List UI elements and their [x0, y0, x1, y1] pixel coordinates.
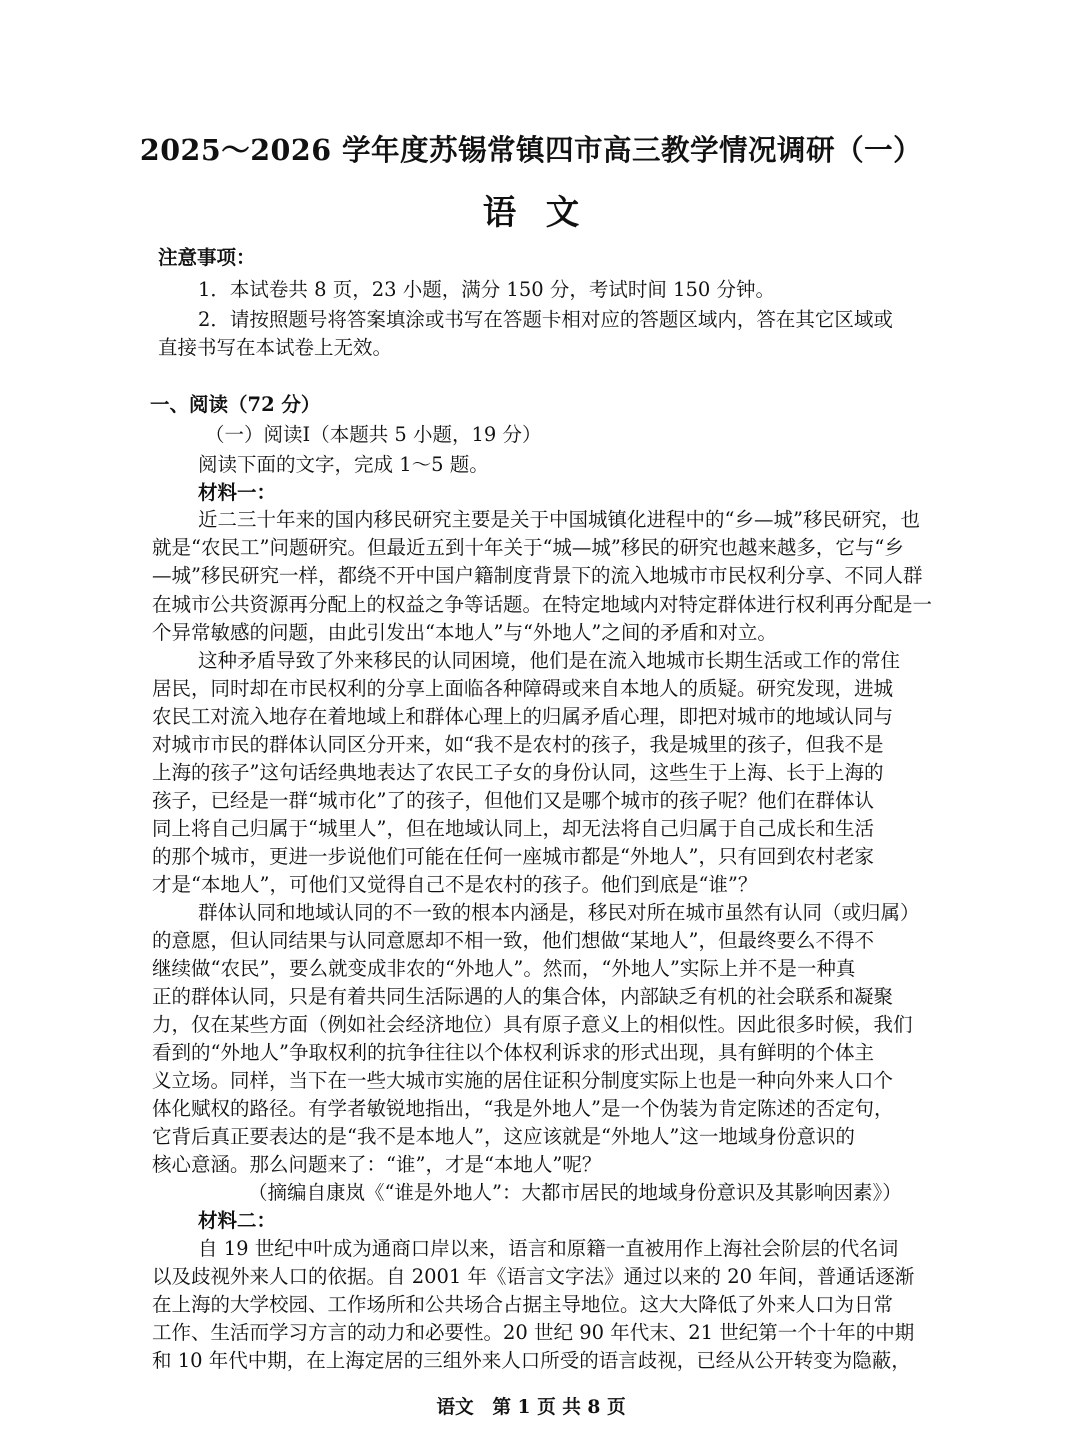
page-footer: 语文 第 1 页 共 8 页 [436, 1396, 626, 1418]
material-2-line: 在上海的大学校园、工作场所和公共场合占据主导地位。这大大降低了外来人口为日常 [152, 1293, 894, 1316]
subject-title: 语文 [482, 193, 609, 233]
material-2-label: 材料二： [198, 1209, 277, 1232]
material-1-line: 就是“农民工”问题研究。但最近五到十年关于“城—城”移民的研究也越来越多，它与“乡 [152, 536, 904, 559]
material-1-line: 的意愿，但认同结果与认同意愿却不相一致，他们想做“某地人”，但最终要么不得不 [152, 929, 874, 952]
material-2-line: 和 10 年代中期，在上海定居的三组外来人口所受的语言歧视，已经从公开转变为隐蔽， [152, 1349, 911, 1372]
notice-heading: 注意事项： [158, 246, 256, 269]
material-1-line: 同上将自己归属于“城里人”，但在地域认同上，却无法将自己归属于自己成长和生活 [152, 817, 874, 840]
material-1-line: 正的群体认同，只是有着共同生活际遇的人的集合体，内部缺乏有机的社会联系和凝聚 [152, 985, 894, 1008]
notice-item-1: 1．本试卷共 8 页，23 小题，满分 150 分，考试时间 150 分钟。 [198, 278, 775, 301]
material-1-line: 力，仅在某些方面（例如社会经济地位）具有原子意义上的相似性。因此很多时候，我们 [152, 1013, 913, 1036]
material-1-line: 继续做“农民”，要么就变成非农的“外地人”。然而，“外地人”实际上并不是一种真 [152, 957, 856, 980]
section-heading: 一、阅读（72 分） [150, 393, 321, 416]
notice-item-2-line-2: 直接书写在本试卷上无效。 [158, 336, 393, 359]
material-1-line: 的那个城市，更进一步说他们可能在任何一座城市都是“外地人”，只有回到农村老家 [152, 845, 874, 868]
material-1-line: 个异常敏感的问题，由此引发出“本地人”与“外地人”之间的矛盾和对立。 [152, 621, 777, 644]
material-1-line: 体化赋权的路径。有学者敏锐地指出，“我是外地人”是一个伪装为肯定陈述的否定句， [152, 1097, 894, 1120]
exam-title: 2025～2026 学年度苏锡常镇四市高三教学情况调研（一） [139, 133, 923, 167]
material-1-line: 义立场。同样，当下在一些大城市实施的居住证积分制度实际上也是一种向外来人口个 [152, 1069, 894, 1092]
material-1-line: 这种矛盾导致了外来移民的认同困境，他们是在流入地城市长期生活或工作的常住 [198, 649, 901, 672]
reading-sub-heading: （一）阅读Ⅰ（本题共 5 小题，19 分） [205, 423, 542, 446]
material-1-line: 孩子，已经是一群“城市化”了的孩子，但他们又是哪个城市的孩子呢？他们在群体认 [152, 789, 874, 812]
material-1-line: 对城市市民的群体认同区分开来，如“我不是农村的孩子，我是城里的孩子，但我不是 [152, 733, 884, 756]
material-2-line: 以及歧视外来人口的依据。自 2001 年《语言文字法》通过以来的 20 年间，普通话逐渐 [152, 1265, 915, 1288]
material-1-line: 上海的孩子”这句话经典地表达了农民工子女的身份认同，这些生于上海、长于上海的 [152, 761, 884, 784]
material-1-line: —城”移民研究一样，都绕不开中国户籍制度背景下的流入地城市市民权利分享、不同人群 [152, 564, 923, 587]
material-1-source: （摘编自康岚《“谁是外地人”：大都市居民的地域身份意识及其影响因素》） [248, 1181, 902, 1204]
material-1-line: 核心意涵。那么问题来了：“谁”，才是“本地人”呢？ [152, 1153, 602, 1176]
material-1-line: 它背后真正要表达的是“我不是本地人”，这应该就是“外地人”这一地域身份意识的 [152, 1125, 855, 1148]
notice-item-2-line-1: 2．请按照题号将答案填涂或书写在答题卡相对应的答题区域内，答在其它区域或 [198, 308, 893, 331]
material-1-line: 居民，同时却在市民权利的分享上面临各种障碍或来自本地人的质疑。研究发现，进城 [152, 677, 894, 700]
reading-instruction: 阅读下面的文字，完成 1～5 题。 [198, 453, 489, 476]
material-1-label: 材料一： [198, 481, 277, 504]
material-1-line: 近二三十年来的国内移民研究主要是关于中国城镇化进程中的“乡—城”移民研究，也 [198, 508, 920, 531]
material-1-line: 在城市公共资源再分配上的权益之争等话题。在特定地域内对特定群体进行权利再分配是一 [152, 593, 933, 616]
material-1-line: 才是“本地人”，可他们又觉得自己不是农村的孩子。他们到底是“谁”？ [152, 873, 758, 896]
material-2-line: 自 19 世纪中叶成为通商口岸以来，语言和原籍一直被用作上海社会阶层的代名词 [198, 1237, 899, 1260]
material-1-line: 群体认同和地域认同的不一致的根本内涵是，移民对所在城市虽然有认同（或归属） [198, 901, 920, 924]
material-1-line: 农民工对流入地存在着地域上和群体心理上的归属矛盾心理，即把对城市的地域认同与 [152, 705, 894, 728]
material-2-line: 工作、生活而学习方言的动力和必要性。20 世纪 90 年代末、21 世纪第一个十年的中期 [152, 1321, 915, 1344]
material-1-line: 看到的“外地人”争取权利的抗争往往以个体权利诉求的形式出现，具有鲜明的个体主 [152, 1041, 874, 1064]
